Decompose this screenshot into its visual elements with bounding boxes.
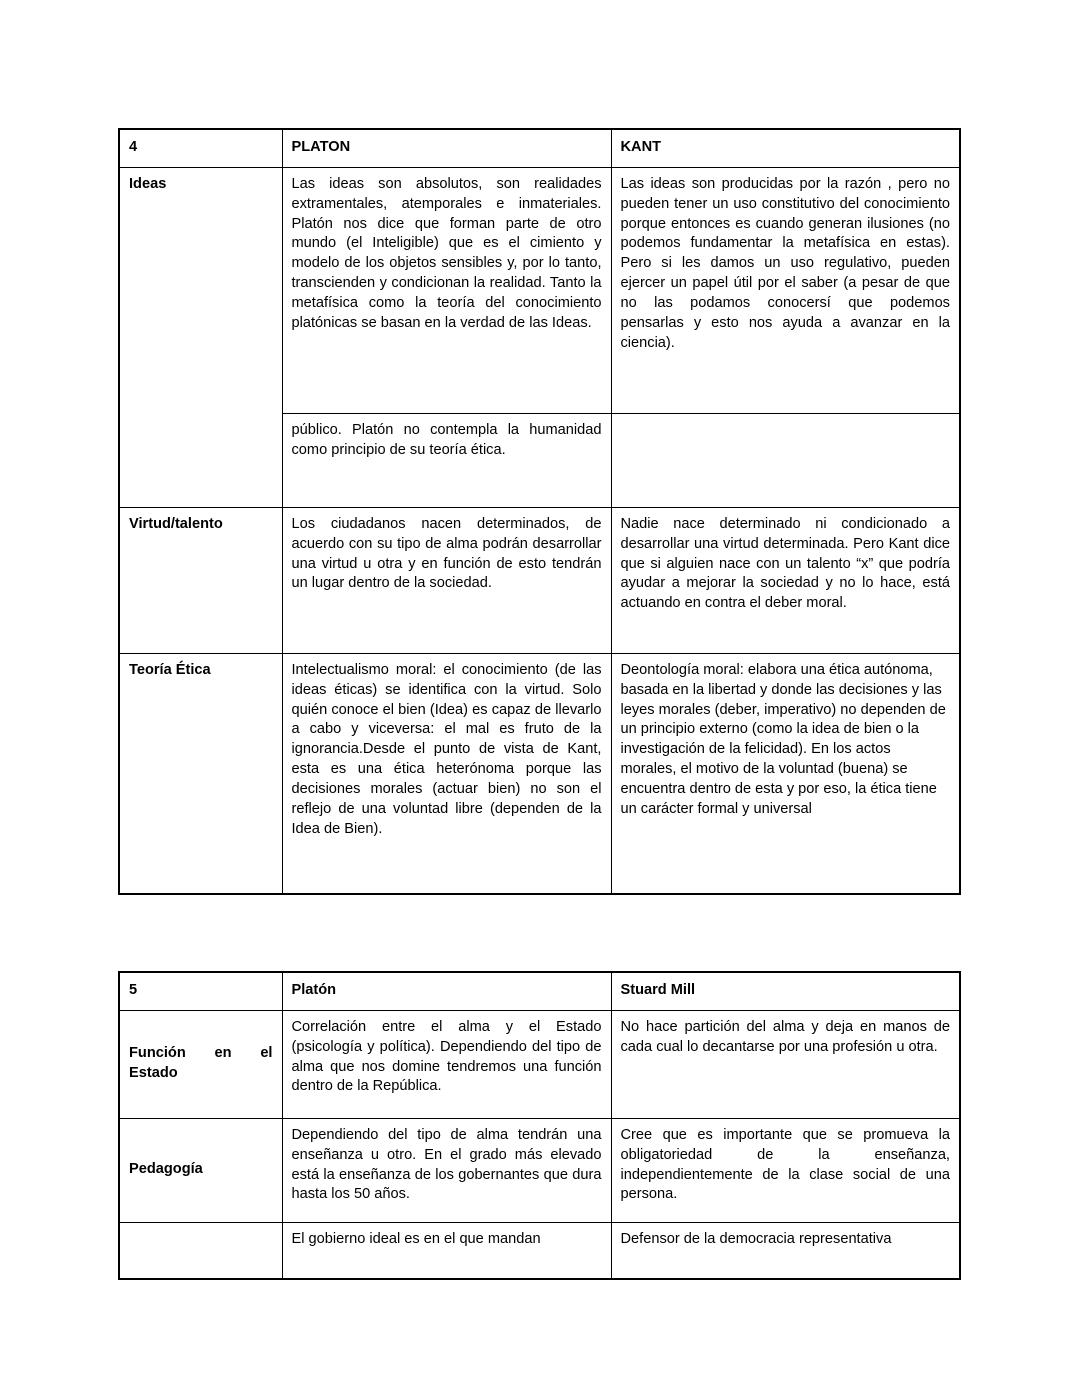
cell-ideas-kant — [611, 167, 960, 413]
table-5-number: 5 — [119, 972, 282, 1010]
table-4-number: 4 — [119, 129, 282, 167]
table-4-col3-header: KANT — [611, 129, 960, 167]
table-row — [119, 507, 960, 653]
table-row — [119, 653, 960, 894]
cell-gobierno-platon: El gobierno ideal es en el que mandan — [282, 1222, 611, 1279]
table-4-col2-header: PLATON — [282, 129, 611, 167]
row-label-ideas: Ideas — [119, 167, 282, 507]
cell-funcion-platon: Correlación entre el alma y el Estado (psicología y política). Dependiendo del tipo de alma que nos domine tendremos una función dentro de la República. — [282, 1010, 611, 1118]
row-label-pedagogia: Pedagogía — [119, 1118, 282, 1222]
cell-ideas-platon: Las ideas son absolutos, son realidades extramentales, atemporales e inmateriales. Platón nos dice que forman parte de otro mundo (el Inteligible) que es el cimiento y modelo de los objetos sensibles y, por lo tanto, transcienden y condicionan la realidad. Tanto la metafísica como la teoría del conocimiento platónicas se basan en la verdad de las Ideas. — [282, 167, 611, 413]
table-row — [119, 1010, 960, 1118]
cell-pedagogia-platon: Dependiendo del tipo de alma tendrán una enseñanza u otro. En el grado más elevado está la enseñanza de los gobernantes que dura hasta los 50 años. — [282, 1118, 611, 1222]
row-label-teoria-etica: Teoría Ética — [119, 653, 282, 894]
cell-teoria-platon-part2: Desde el punto de vista de Kant, esta es una ética heterónoma porque las decisiones morales (actuar bien) no son el reflejo de una voluntad libre (dependen de la Idea de Bien). — [291, 741, 602, 837]
table-row — [119, 167, 960, 413]
cell-funcion-mill: No hace partición del alma y deja en manos de cada cual lo decantarse por una profesión u otra. — [611, 1010, 960, 1118]
cell-teoria-platon — [282, 653, 611, 894]
cell-virtud-kant: Nadie nace determinado ni condicionado a desarrollar una virtud determinada. Pero Kant dice que si alguien nace con un talento “x” que podría ayudar a mejorar la sociedad y no lo hace, está actuando en contra el deber moral. — [611, 507, 960, 653]
cell-pedagogia-mill: Cree que es importante que se promueva la obligatoriedad de la enseñanza, independientemente de la clase social de una persona. — [611, 1118, 960, 1222]
cell-ideas-kant-part1: Las ideas son producidas por la razón , pero no pueden tener un uso constitutivo del conocimiento porque entonces es cuando generan ilusiones (no podemos fundamentar la metafísica en estas). Pero si les damos un uso regulativo, pueden ejercer un papel útil por el saber (a pesar de que no las podamos conocer — [620, 175, 950, 311]
row-label-empty — [119, 1222, 282, 1279]
table-5-col2-header: Platón — [282, 972, 611, 1010]
cell-ideas-kant-part2: sí que podemos pensarlas y esto nos ayuda a avanzar en la ciencia). — [620, 294, 950, 351]
cell-publico-platon: público. Platón no contempla la humanidad como principio de su teoría ética. — [282, 413, 611, 507]
row-label-virtud-talento: Virtud/talento — [119, 507, 282, 653]
cell-virtud-platon: Los ciudadanos nacen determinados, de acuerdo con su tipo de alma podrán desarrollar una virtud u otra y en función de esto tendrán un lugar dentro de la sociedad. — [282, 507, 611, 653]
table-5-col3-header: Stuard Mill — [611, 972, 960, 1010]
comparison-table-5 — [118, 971, 961, 1280]
table-row — [119, 1222, 960, 1279]
table-row-header — [119, 129, 960, 167]
comparison-table-4 — [118, 128, 961, 895]
cell-teoria-platon-part1: Intelectualismo moral: el conocimiento (de las ideas éticas) se identifica con la virtud. Solo quién conoce el bien (Idea) es capaz de llevarlo a cabo y viceversa: el mal es fruto de la ignorancia. — [291, 661, 602, 758]
cell-gobierno-mill: Defensor de la democracia representativa — [611, 1222, 960, 1279]
row-label-funcion-estado: Función en el Estado — [119, 1010, 282, 1118]
cell-teoria-kant: Deontología moral: elabora una ética autónoma, basada en la libertad y donde las decisiones y las leyes morales (deber, imperativo) no dependen de un principio externo (como la idea de bien o la investigación de la felicidad). En los actos morales, el motivo de la voluntad (buena) se encuentra dentro de esta y por eso, la ética tiene un carácter formal y universal — [611, 653, 960, 894]
cell-publico-kant — [611, 413, 960, 507]
table-row — [119, 1118, 960, 1222]
table-row-header — [119, 972, 960, 1010]
